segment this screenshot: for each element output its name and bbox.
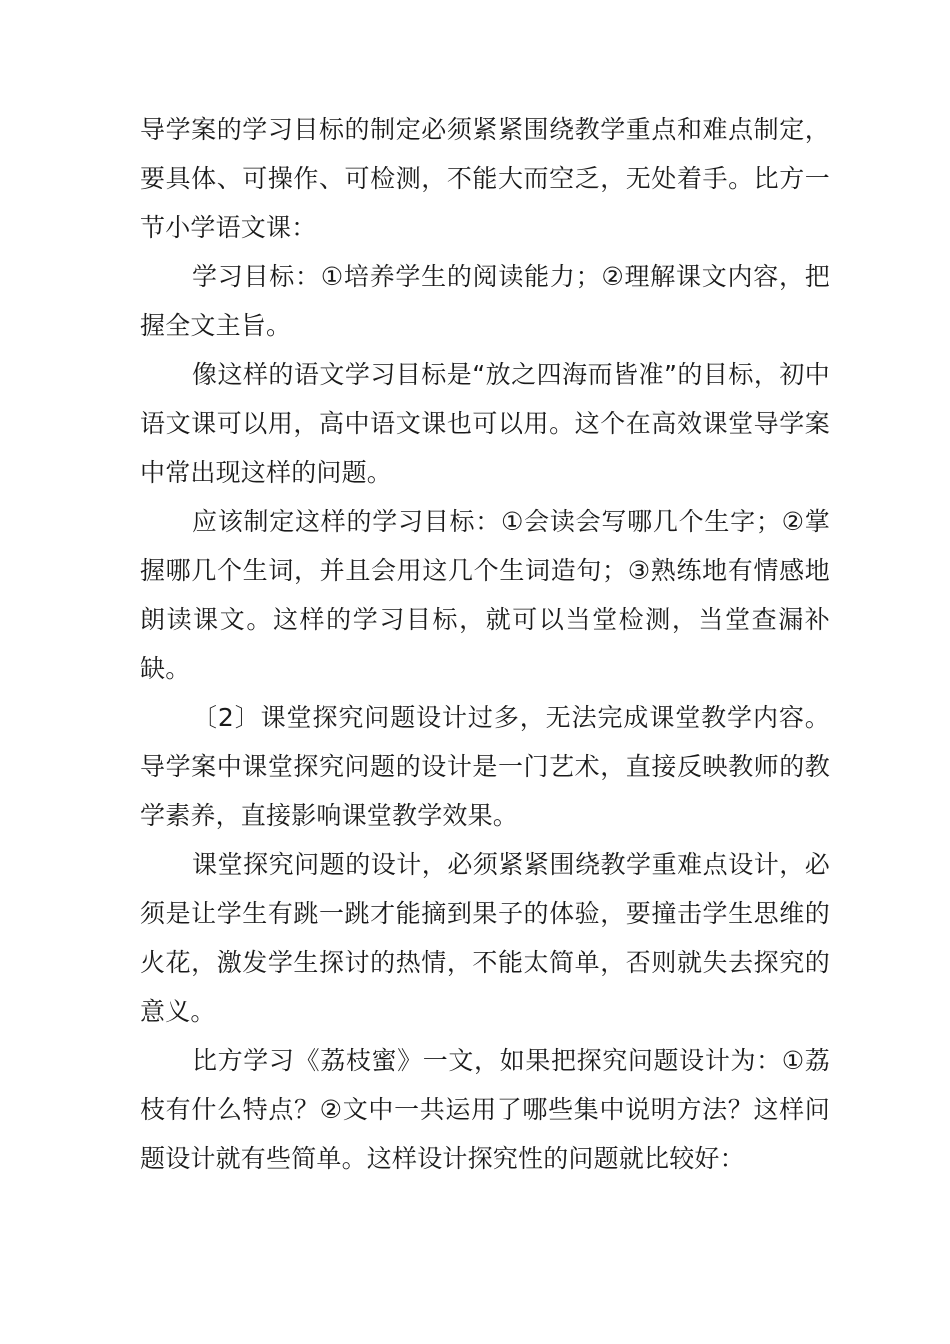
paragraph-1: 导学案的学习目标的制定必须紧紧围绕教学重点和难点制定，要具体、可操作、可检测，不能大而空乏，无处着手。比方一节小学语文课： <box>140 115 830 242</box>
document-body <box>140 105 830 1183</box>
paragraph-5: 〔2〕课堂探究问题设计过多，无法完成课堂教学内容。导学案中课堂探究问题的设计是一门艺术，直接反映教师的教学素养，直接影响课堂教学效果。 <box>140 703 830 830</box>
paragraph-7: 比方学习《荔枝蜜》一文，如果把探究问题设计为：①荔枝有什么特点？②文中一共运用了哪些集中说明方法？这样问题设计就有些简单。这样设计探究性的问题就比较好： <box>140 1046 830 1173</box>
paragraph-2: 学习目标：①培养学生的阅读能力；②理解课文内容，把握全文主旨。 <box>140 262 830 340</box>
paragraph-3: 像这样的语文学习目标是“放之四海而皆准”的目标，初中语文课可以用，高中语文课也可以用。这个在高效课堂导学案中常出现这样的问题。 <box>140 360 830 487</box>
paragraph-4: 应该制定这样的学习目标：①会读会写哪几个生字；②掌握哪几个生词，并且会用这几个生词造句；③熟练地有情感地朗读课文。这样的学习目标，就可以当堂检测，当堂查漏补缺。 <box>140 507 830 683</box>
paragraph-6: 课堂探究问题的设计，必须紧紧围绕教学重难点设计，必须是让学生有跳一跳才能摘到果子的体验，要撞击学生思维的火花，激发学生探讨的热情，不能太简单，否则就失去探究的意义。 <box>140 850 830 1026</box>
